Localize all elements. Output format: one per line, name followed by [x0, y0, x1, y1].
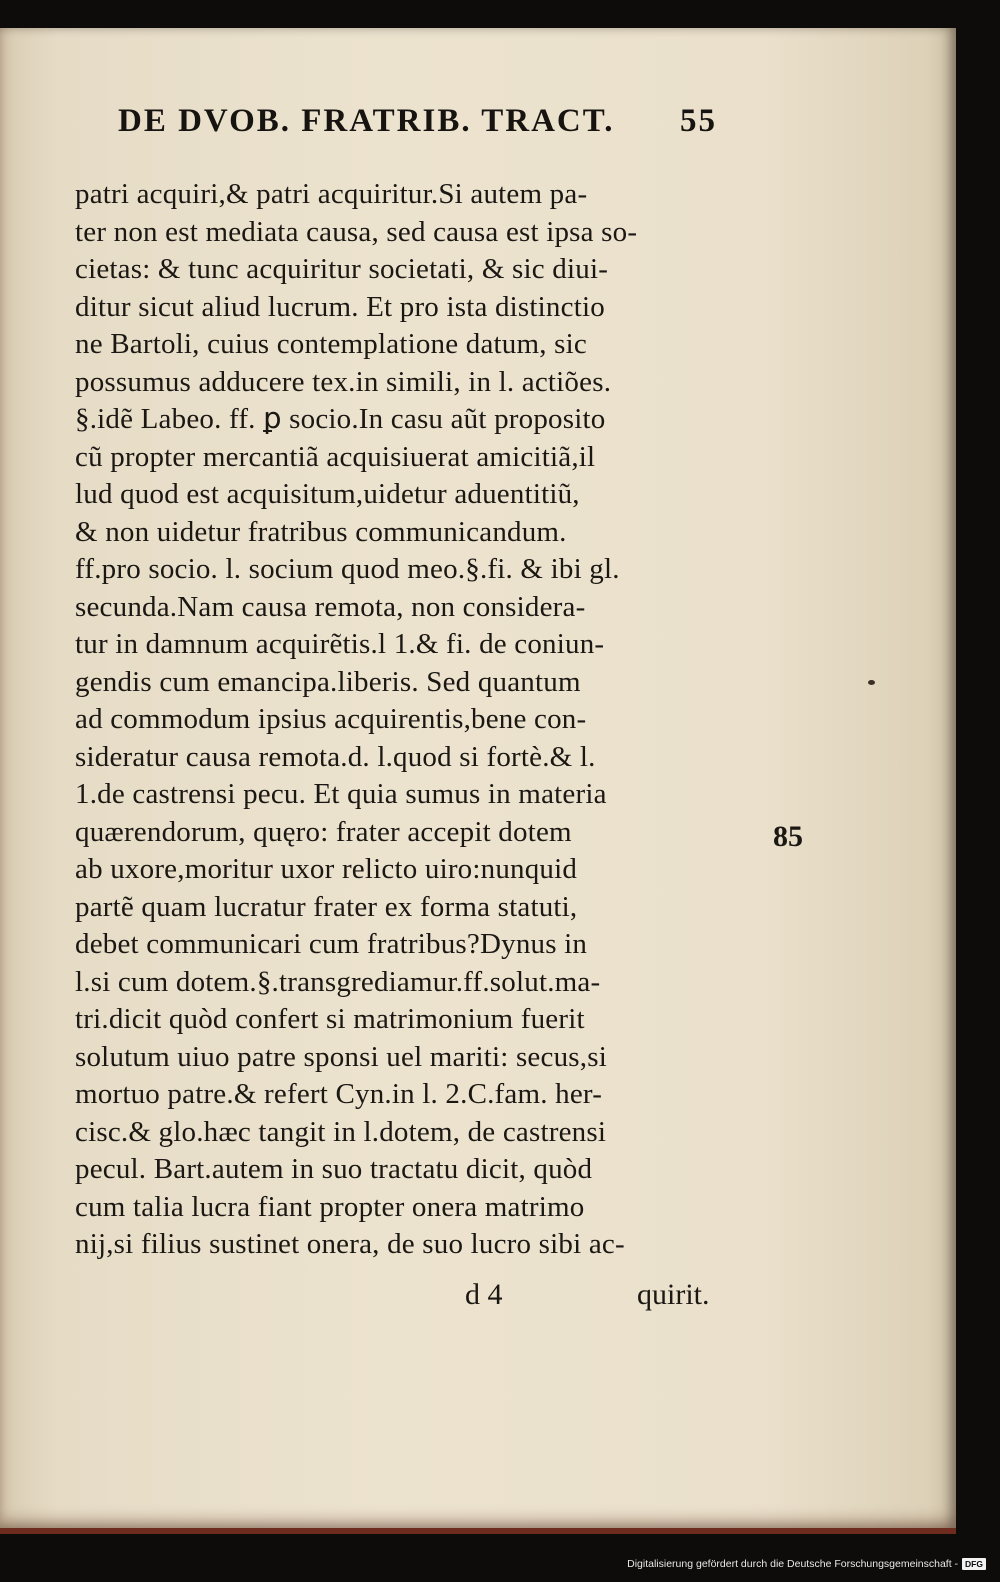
text-line: possumus adducere tex.in simili, in l. actiões.: [75, 365, 612, 398]
catchword: quirit.: [637, 1278, 710, 1311]
signature-mark: d 4: [465, 1278, 503, 1311]
book-page: [0, 28, 956, 1534]
dfg-logo-icon: DFG: [962, 1558, 986, 1570]
text-line: ne Bartoli, cuius contemplatione datum, sic: [75, 328, 587, 360]
text-line: pecul. Bart.autem in suo tractatu dicit, quòd: [75, 1153, 593, 1185]
text-line: 1.de castrensi pecu. Et quia sumus in materia: [75, 778, 607, 810]
text-line: solutum uiuo patre sponsi uel mariti: secus,si: [75, 1040, 607, 1073]
text-line: l.si cum dotem.§.transgrediamur.ff.solut.ma-: [75, 965, 601, 998]
text-line: tur in damnum acquirẽtis.l 1.& fi. de coniun-: [75, 628, 605, 660]
text-line: ad commodum ipsius acquirentis,bene con-: [75, 703, 587, 735]
text-line: cisc.& glo.hæc tangit in l.dotem, de castrensi: [75, 1115, 607, 1148]
text-line: secunda.Nam causa remota, non considera-: [75, 590, 586, 623]
text-line: nij,si filius sustinet onera, de suo lucro sibi ac-: [75, 1228, 625, 1260]
text-line: patri acquiri,& patri acquiritur.Si autem pa-: [75, 178, 588, 210]
text-line: §.idẽ Labeo. ff. ꝑ socio.In casu aũt proposito: [75, 403, 606, 435]
text-line: cietas: & tunc acquiritur societati, & sic diui-: [75, 253, 609, 285]
text-line: cũ propter mercantiã acquisiuerat amicitiã,il: [75, 440, 596, 473]
text-line: mortuo patre.& refert Cyn.in l. 2.C.fam. her-: [75, 1078, 603, 1110]
digitization-credit: [627, 1558, 986, 1570]
text-line: tri.dicit quòd confert si matrimonium fuerit: [75, 1003, 585, 1035]
text-line: ter non est mediata causa, sed causa est ipsa so-: [75, 215, 638, 248]
header-title: DE DVOB. FRATRIB. TRACT.: [118, 103, 615, 139]
margin-note: 85: [773, 820, 803, 853]
text-line: cum talia lucra fiant propter onera matrimo: [75, 1190, 585, 1223]
text-line: debet communicari cum fratribus?Dynus in: [75, 928, 588, 960]
text-line: gendis cum emancipa.liberis. Sed quantum: [75, 665, 581, 698]
text-line: partẽ quam lucratur frater ex forma statuti,: [75, 890, 578, 923]
ink-speck: [868, 680, 875, 685]
credit-text: Digitalisierung gefördert durch die Deutsche Forschungsgemeinschaft -: [627, 1558, 959, 1570]
text-line: lud quod est acquisitum,uidetur aduentitiũ,: [75, 478, 580, 510]
body-text: [75, 176, 745, 1264]
text-line: quærendorum, quęro: frater accepit dotem: [75, 815, 572, 848]
text-line: ab uxore,moritur uxor relicto uiro:nunquid: [75, 853, 578, 885]
running-header: [118, 103, 738, 143]
text-line: sideratur causa remota.d. l.quod si fortè.& l.: [75, 740, 596, 773]
text-line: ditur sicut aliud lucrum. Et pro ista distinctio: [75, 290, 605, 323]
page-number: 55: [680, 103, 717, 139]
text-line: & non uidetur fratribus communicandum.: [75, 515, 567, 548]
text-line: ff.pro socio. l. socium quod meo.§.fi. & ibi gl.: [75, 553, 620, 585]
page-footer: [75, 1278, 745, 1318]
